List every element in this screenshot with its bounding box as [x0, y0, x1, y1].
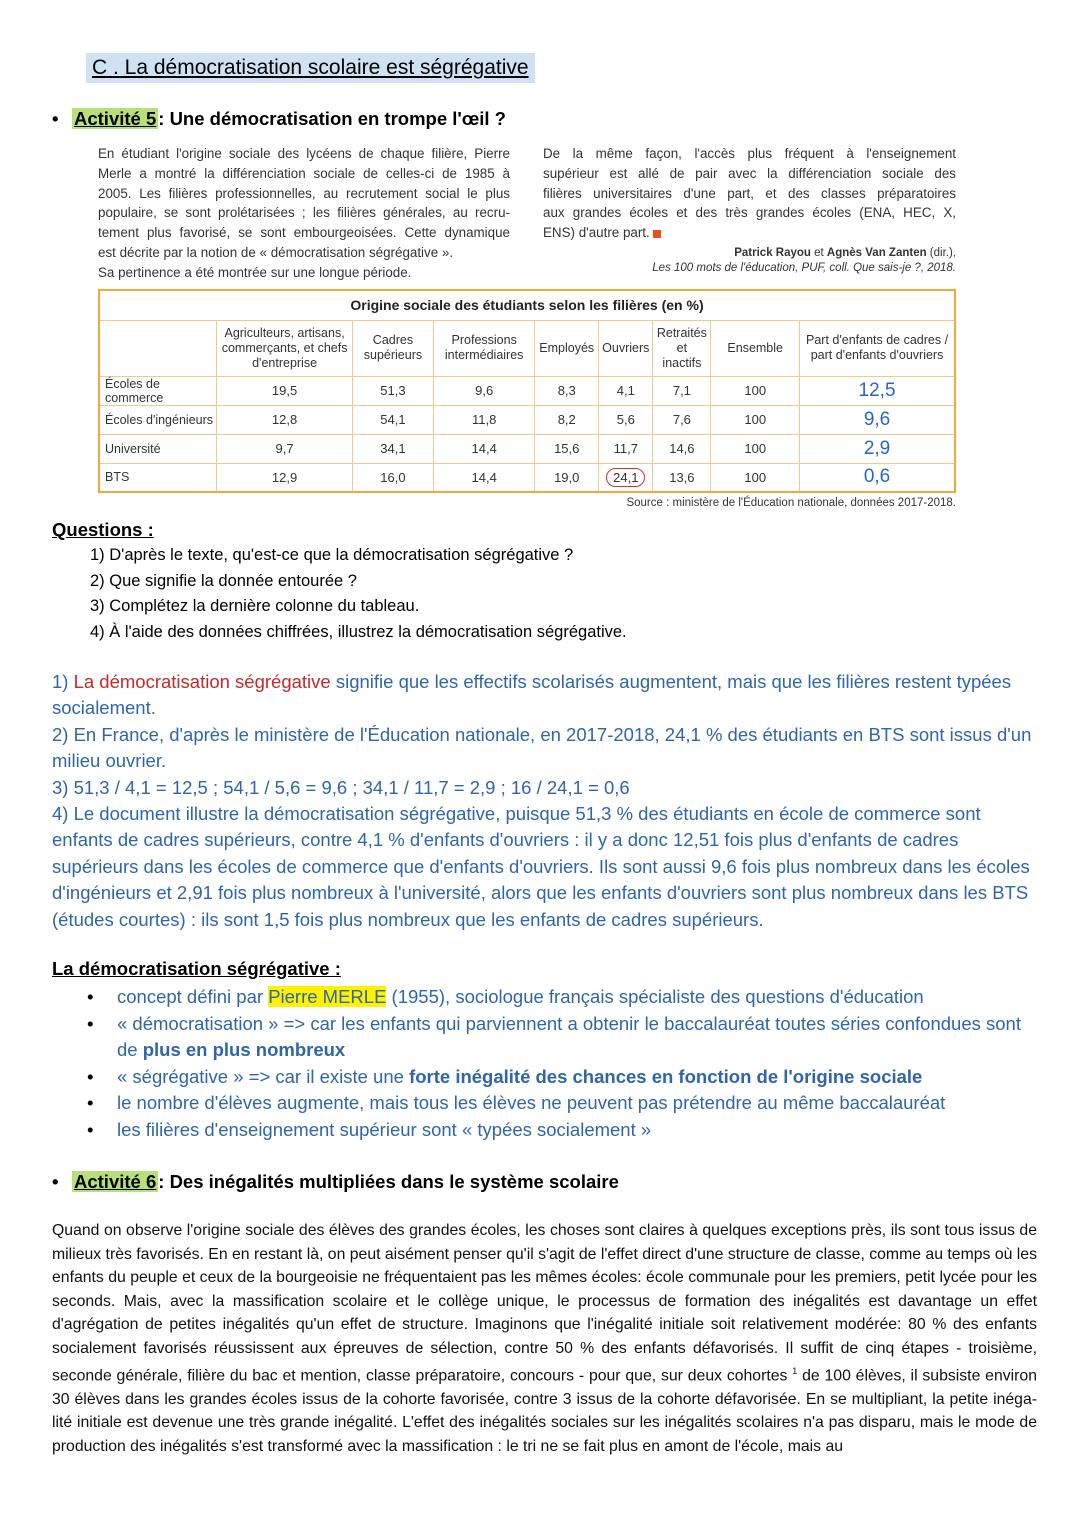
table-cell: 8,3 [535, 376, 599, 405]
table-cell: 4,1 [599, 376, 653, 405]
table-cell: 14,4 [434, 463, 535, 492]
answer-1: 1) La démocratisation ségrégative signifie que les effectifs scolarisés augmentent, mais que les filières restent typées socialement. [52, 671, 1012, 719]
table-cell: 11,7 [599, 434, 653, 463]
social-origin-table [98, 289, 956, 493]
table-header: Employés [535, 320, 599, 376]
table-cell: 19,5 [217, 376, 353, 405]
excerpt-line: 2005. Les filières professionnelles, au recrutement social le plus [98, 185, 510, 201]
table-cell: 14,4 [434, 434, 535, 463]
row-label: Université [99, 434, 217, 463]
table-cell: 7,6 [653, 405, 711, 434]
table-cell: 12,8 [217, 405, 353, 434]
excerpt-line: Merle a montré la différenciation sociale de celles-ci de 1985 à [98, 165, 510, 181]
table-row [99, 434, 955, 463]
excerpt-line: tement plus favorisé, se sont embourgeoisées. Cette dynamique [98, 225, 510, 241]
answer-3: 3) 51,3 / 4,1 = 12,5 ; 54,1 / 5,6 = 9,6 ; 34,1 / 11,7 = 2,9 ; 16 / 24,1 = 0,6 [52, 776, 630, 798]
table-header: Ouvriers [599, 320, 653, 376]
table-cell: 14,6 [653, 434, 711, 463]
definition-item: • les filières d'enseignement supérieur sont « typées socialement » [52, 1117, 1037, 1144]
table-cell: 15,6 [535, 434, 599, 463]
ratio-cell: 2,9 [800, 434, 955, 463]
end-of-text-square-icon [653, 230, 661, 238]
ratio-cell: 9,6 [800, 405, 955, 434]
definition-item: • « ségrégative » => car il existe une forte inégalité des chances en fonction de l'origine sociale [52, 1064, 1037, 1091]
table-row [99, 376, 955, 405]
citation-work: Les 100 mots de l'éducation, PUF, coll. Que sais-je ?, 2018. [652, 262, 956, 274]
table-header: Professions intermédiaires [434, 320, 535, 376]
table-source: Source : ministère de l'Éducation nationale, données 2017-2018. [626, 497, 956, 509]
table-header-empty [99, 320, 217, 376]
excerpt-line: est décrite par la notion de « démocratisation ségrégative ». [98, 244, 454, 260]
table-row [99, 463, 955, 492]
definition-item: • concept défini par Pierre MERLE (1955), sociologue français spécialiste des questions d'éducation [52, 984, 1037, 1011]
answer-4: 4) Le document illustre la démocratisation ségrégative, puisque 51,3 % des étudiants en école de commerce sont enfants de cadres supérieurs, contre 4,1 % d'enfants d'ouvriers : il y a donc 12,51 fois plus d'enfants de cadres supérieurs dans les écoles de commerce que d'enfants d'ouvriers. Ils sont aussi 9,6 fois plus nombreux dans les écoles d'ingénieurs et 2,91 fois plus nombreux à l'université, alors que les enfants d'ouvriers sont plus nombreux dans les BTS (études courtes) : ils sont 1,5 fois plus nombreux que les enfants de cadres supérieurs. [52, 803, 1030, 930]
table-cell: 9,6 [434, 376, 535, 405]
section-title: C . La démocratisation scolaire est ségrégative [86, 53, 535, 83]
excerpt-line: De la même façon, l'accès plus fréquent à l'enseignement [543, 146, 956, 161]
table-cell: 8,2 [535, 405, 599, 434]
excerpt-line: populaire, se sont prolétarisées ; les filières générales, au recru- [98, 205, 510, 221]
citation-author: Agnès Van Zanten [826, 247, 927, 259]
ratio-cell: 0,6 [800, 463, 955, 492]
table-header: Retraités et inactifs [653, 320, 711, 376]
excerpt-line: En étudiant l'origine sociale des lycéens de chaque filière, Pierre [98, 146, 510, 161]
table-cell: 16,0 [352, 463, 433, 492]
table-cell: 7,1 [653, 376, 711, 405]
ratio-cell: 12,5 [800, 376, 955, 405]
row-label: Écoles d'ingénieurs [99, 405, 217, 434]
table-header: Cadres supérieurs [352, 320, 433, 376]
table-row [99, 405, 955, 434]
answer-term: La démocratisation ségrégative [73, 671, 331, 692]
table-cell: 54,1 [352, 405, 433, 434]
table-cell: 100 [711, 376, 800, 405]
table-header: Agriculteurs, artisans, commerçants, et chefs d'entreprise [217, 320, 353, 376]
row-label: BTS [99, 463, 217, 492]
answers-block [52, 669, 1037, 933]
table-cell: 11,8 [434, 405, 535, 434]
questions-title: Questions : [52, 519, 154, 540]
activity-6-title: : Des inégalités multipliées dans le système scolaire [158, 1171, 619, 1192]
questions-list [90, 543, 627, 645]
activity-5-heading [52, 107, 506, 131]
activity-6-passage: Quand on observe l'origine sociale des élèves des grandes écoles, les choses sont claires à quelques exceptions près, ils sont tous issus de milieux très favorisés. En en restant là, on peut aisément penser qu'il s'agit de l'effet direct d'une structure de classe, comme au temps où les enfants du peuple et ceux de la bourgeoisie ne fréquentaient pas les mêmes écoles: école communale pour les premiers, petit lycée pour les seconds. Mais, avec la massification scolaire et le collège unique, le processus de formation des inégalités est davantage un effet d'agrégation de petites inégalités qu'un effet de structure. Imaginons que l'inégalité initiale soit relativement modérée: 80 % des enfants socialement favorisés réussissent aux épreuves de sélection, contre 50 % des enfants défavorisés. Il suffit de cinq étapes - troisième, seconde générale, filière du bac et mention, classe préparatoire, concours - pour que, sur deux cohortes $^1$ de 100 élèves, il subsiste environ 30 élèves dans les grandes écoles issus de la cohorte favorisée, contre 3 issus de la cohorte défavorisée. En se multipliant, la petite inéga- lité initiale est devenue une très grande inégalité. L'effet des inégalités sociales sur les inégalités scolaires n'a pas disparu, mais le mode de production des inégalités s'est transformé avec la massification : le tri ne se fait plus en amont de l'école, mais au [52, 1222, 1037, 1455]
question-item: 3) Complétez la dernière colonne du tableau. [90, 597, 420, 616]
table-title: Origine sociale des étudiants selon les filières (en %) [99, 290, 955, 320]
excerpt-line: Sa pertinence a été montrée sur une longue période. [98, 264, 412, 280]
activity-6-heading [52, 1170, 619, 1194]
table-cell: 100 [711, 463, 800, 492]
excerpt-citation [543, 246, 956, 276]
table-header: Ensemble [711, 320, 800, 376]
table-cell: 9,7 [217, 434, 353, 463]
question-item: 1) D'après le texte, qu'est-ce que la démocratisation ségrégative ? [90, 546, 574, 564]
table-cell: 34,1 [352, 434, 433, 463]
excerpt-left-column [98, 144, 510, 283]
citation-and: et [810, 247, 827, 259]
answer-2: 2) En France, d'après le ministère de l'Éducation nationale, en 2017-2018, 24,1 % des étudiants en BTS sont issus d'un milieu ouvrier. [52, 723, 1032, 772]
bullet-icon: • [52, 1171, 59, 1192]
activity-6-label: Activité 6 [74, 1171, 157, 1192]
table-cell: 100 [711, 405, 800, 434]
row-label: Écoles de commerce [99, 376, 217, 405]
table-cell: 100 [711, 434, 800, 463]
table-cell: 19,0 [535, 463, 599, 492]
definition-item: • « démocratisation » => car les enfants qui parviennent a obtenir le baccalauréat toutes séries confondues sont de plus en plus nombreux [52, 1011, 1037, 1064]
definition-list [52, 984, 1037, 1144]
excerpt-line: filières universitaires d'une part, et des classes préparatoires [543, 185, 956, 201]
definition-title: La démocratisation ségrégative : [52, 958, 341, 979]
table-cell: 51,3 [352, 376, 433, 405]
table-cell: 13,6 [653, 463, 711, 492]
definition-item: • le nombre d'élèves augmente, mais tous les élèves ne peuvent pas prétendre au même baccalauréat [52, 1090, 1037, 1117]
activity-5-label: Activité 5 [74, 108, 157, 129]
bullet-icon: • [52, 108, 59, 129]
excerpt-right-column [543, 144, 956, 243]
footnote-mark: 1 [792, 1366, 798, 1376]
citation-dir: (dir.), [926, 247, 956, 259]
table-cell: 5,6 [599, 405, 653, 434]
excerpt-line: supérieur est allé de pair avec la différenciation sociale des [543, 165, 956, 181]
activity-5-title: : Une démocratisation en trompe l'œil ? [158, 108, 506, 129]
question-item: 2) Que signifie la donnée entourée ? [90, 571, 357, 590]
excerpt-line: ENS) d'autre part. [543, 223, 956, 243]
question-item: 4) À l'aide des données chiffrées, illustrez la démocratisation ségrégative. [90, 622, 627, 641]
table-header: Part d'enfants de cadres / part d'enfants d'ouvriers [800, 320, 955, 376]
table-cell-circled [599, 463, 653, 492]
table-cell: 12,9 [217, 463, 353, 492]
circled-value: 24,1 [606, 468, 645, 487]
author-name: Pierre MERLE [268, 986, 387, 1007]
citation-author: Patrick Rayou [734, 247, 811, 259]
excerpt-line: aux grandes écoles et des très grandes écoles (ENA, HEC, X, [543, 205, 956, 221]
